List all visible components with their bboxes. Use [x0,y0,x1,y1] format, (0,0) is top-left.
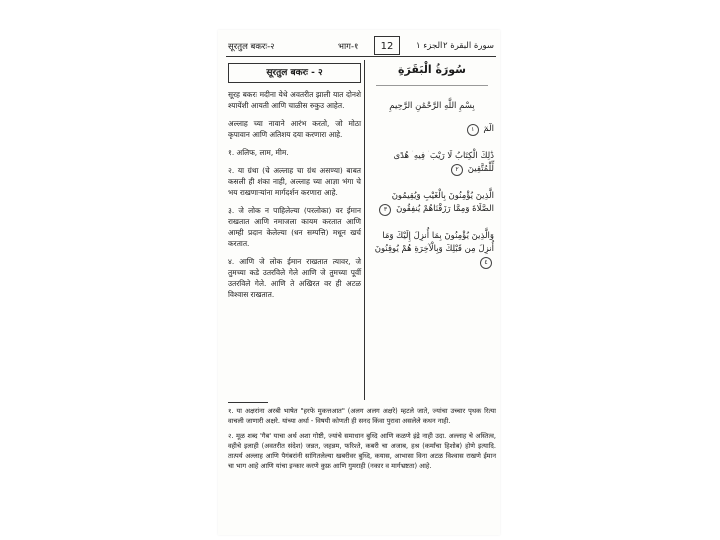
header-part-marathi: भाग-१ [338,42,359,52]
verse-number-marker: ٢ [451,164,463,176]
header-surah-arabic: سورة البقرة ٢ [442,41,494,51]
marathi-paragraph: अल्लाह च्या नावाने आरंभ करतो, जो मोठा कृपावान आणि अतिशय दया करणारा आहे. [228,119,361,139]
arabic-verse-3 [370,190,494,216]
arabic-verse-1 [370,123,494,136]
column-divider [364,60,365,400]
arabic-surah-banner: سُورَةُ الْبَقَرَةِ [376,63,488,86]
footnote-2: २. मूळ शब्द 'गैब' याचा अर्थ अशा गोष्टी, ज्यांचे समाधान बुध्दि आणि कळणे इंद्रे नाही उदा. अल्लाह चे अस्तित्व, वहीचे इलाही (अवतरीत संदेश) जन्नत, जहन्नम, फरिश्ते, कबरी चा अजाब, हश्र (कर्मांचा हिशोब) होणे इत्यादि. तात्पर्य अल्लाह आणि पैगंबरांनी सांगितलेल्या खबरीवर बुध्दि, कयास, आभासा विना अटळ विश्वास राखणे ईमान चा भाग आहे आणि यांचा इन्कार करणे कुफ्र आणि गुमराही (नकार व मार्गभ्रष्टता) आहे. [228,432,496,470]
marathi-verse-1: १. अलिफ, लाम, मीम. [228,148,289,157]
arabic-verse-text: الَّذِينَ يُؤْمِنُونَ بِالْغَيْبِ وَيُقِيمُونَ الصَّلَاةَ وَمِمَّا رَزَقْنَاهُمْ يُنفِقُونَ [391,191,494,214]
footnote-separator [228,402,268,403]
arabic-column [370,63,494,399]
page-number: 12 [374,36,400,55]
marathi-paragraph: सूरह बकरः मदीना येथे अवतरीत झाली यात दोनशे श्यायेंशी आयती आणि चाळीस रुकुउ आहेत. [228,90,361,110]
header-surah-marathi: सूरतुल बकरः-२ [228,42,275,52]
arabic-verse-text: وَالَّذِينَ يُؤْمِنُونَ بِمَا أُنزِلَ إِلَيْكَ وَمَا أُنزِلَ مِن قَبْلِكَ وَبِالْآخِرَةِ هُمْ يُوقِنُونَ [374,231,494,254]
arabic-verse-2 [370,150,494,176]
verse-number-marker: ٣ [379,204,391,216]
marathi-column [228,63,361,307]
marathi-verse-3: ३. जे लोक न पाहिलेल्या (परलोका) वर ईमान राखतात आणि नमाजला कायम करतात आणि आम्ही प्रदान केलेल्या (धन सम्पत्ति) मधून खर्च करतात. [228,206,361,248]
book-page [218,30,500,535]
header-part-arabic: الجزء ١ [416,41,443,51]
footnote-1: १. या अक्षरांना अरबी भाषेत "हरफे मुकत्तआत" (अलग अलग अक्षरे) म्हटले जाते, ज्यांचा उच्चार पृथक रित्या वाचली जाणारी अक्षरे. यांच्या अर्था - विषयी कोणती ही सनद किंवा पुरावा असलेले कथन नाही. [228,407,496,425]
marathi-verse-4: ४. आणि जे लोक ईमान राखतात त्यावर, जे तुमच्या कडे उतरविले गेले आणि जे तुमच्या पूर्वी उतरविले गेले. आणि ते अखिरत वर ही अटळ विश्वास राखतात. [228,257,361,299]
footnotes [228,406,496,476]
arabic-verse-4 [370,230,494,269]
marathi-surah-title: सूरतुल बकरः - २ [228,63,361,83]
arabic-verse-text: ذَٰلِكَ الْكِتَابُ لَا رَيْبَ ۛ فِيهِ ۛ هُدًى لِّلْمُتَّقِينَ [393,151,494,174]
marathi-verse-2: २. या ग्रंथा (चे अल्लाह चा ग्रंथ असण्या) बाबत कसली ही शंका नाही, अल्लाह च्या आज्ञा भंगा चे भय राखणाऱ्यांना मार्गदर्शन करणारा आहे. [228,166,361,197]
arabic-basmala: بِسْمِ اللَّهِ الرَّحْمَٰنِ الرَّحِيمِ [389,101,475,111]
page-header [226,36,496,57]
arabic-verse-text: الٓمٓ [483,124,494,134]
verse-number-marker: ٤ [480,257,492,269]
verse-number-marker: ١ [467,124,479,136]
